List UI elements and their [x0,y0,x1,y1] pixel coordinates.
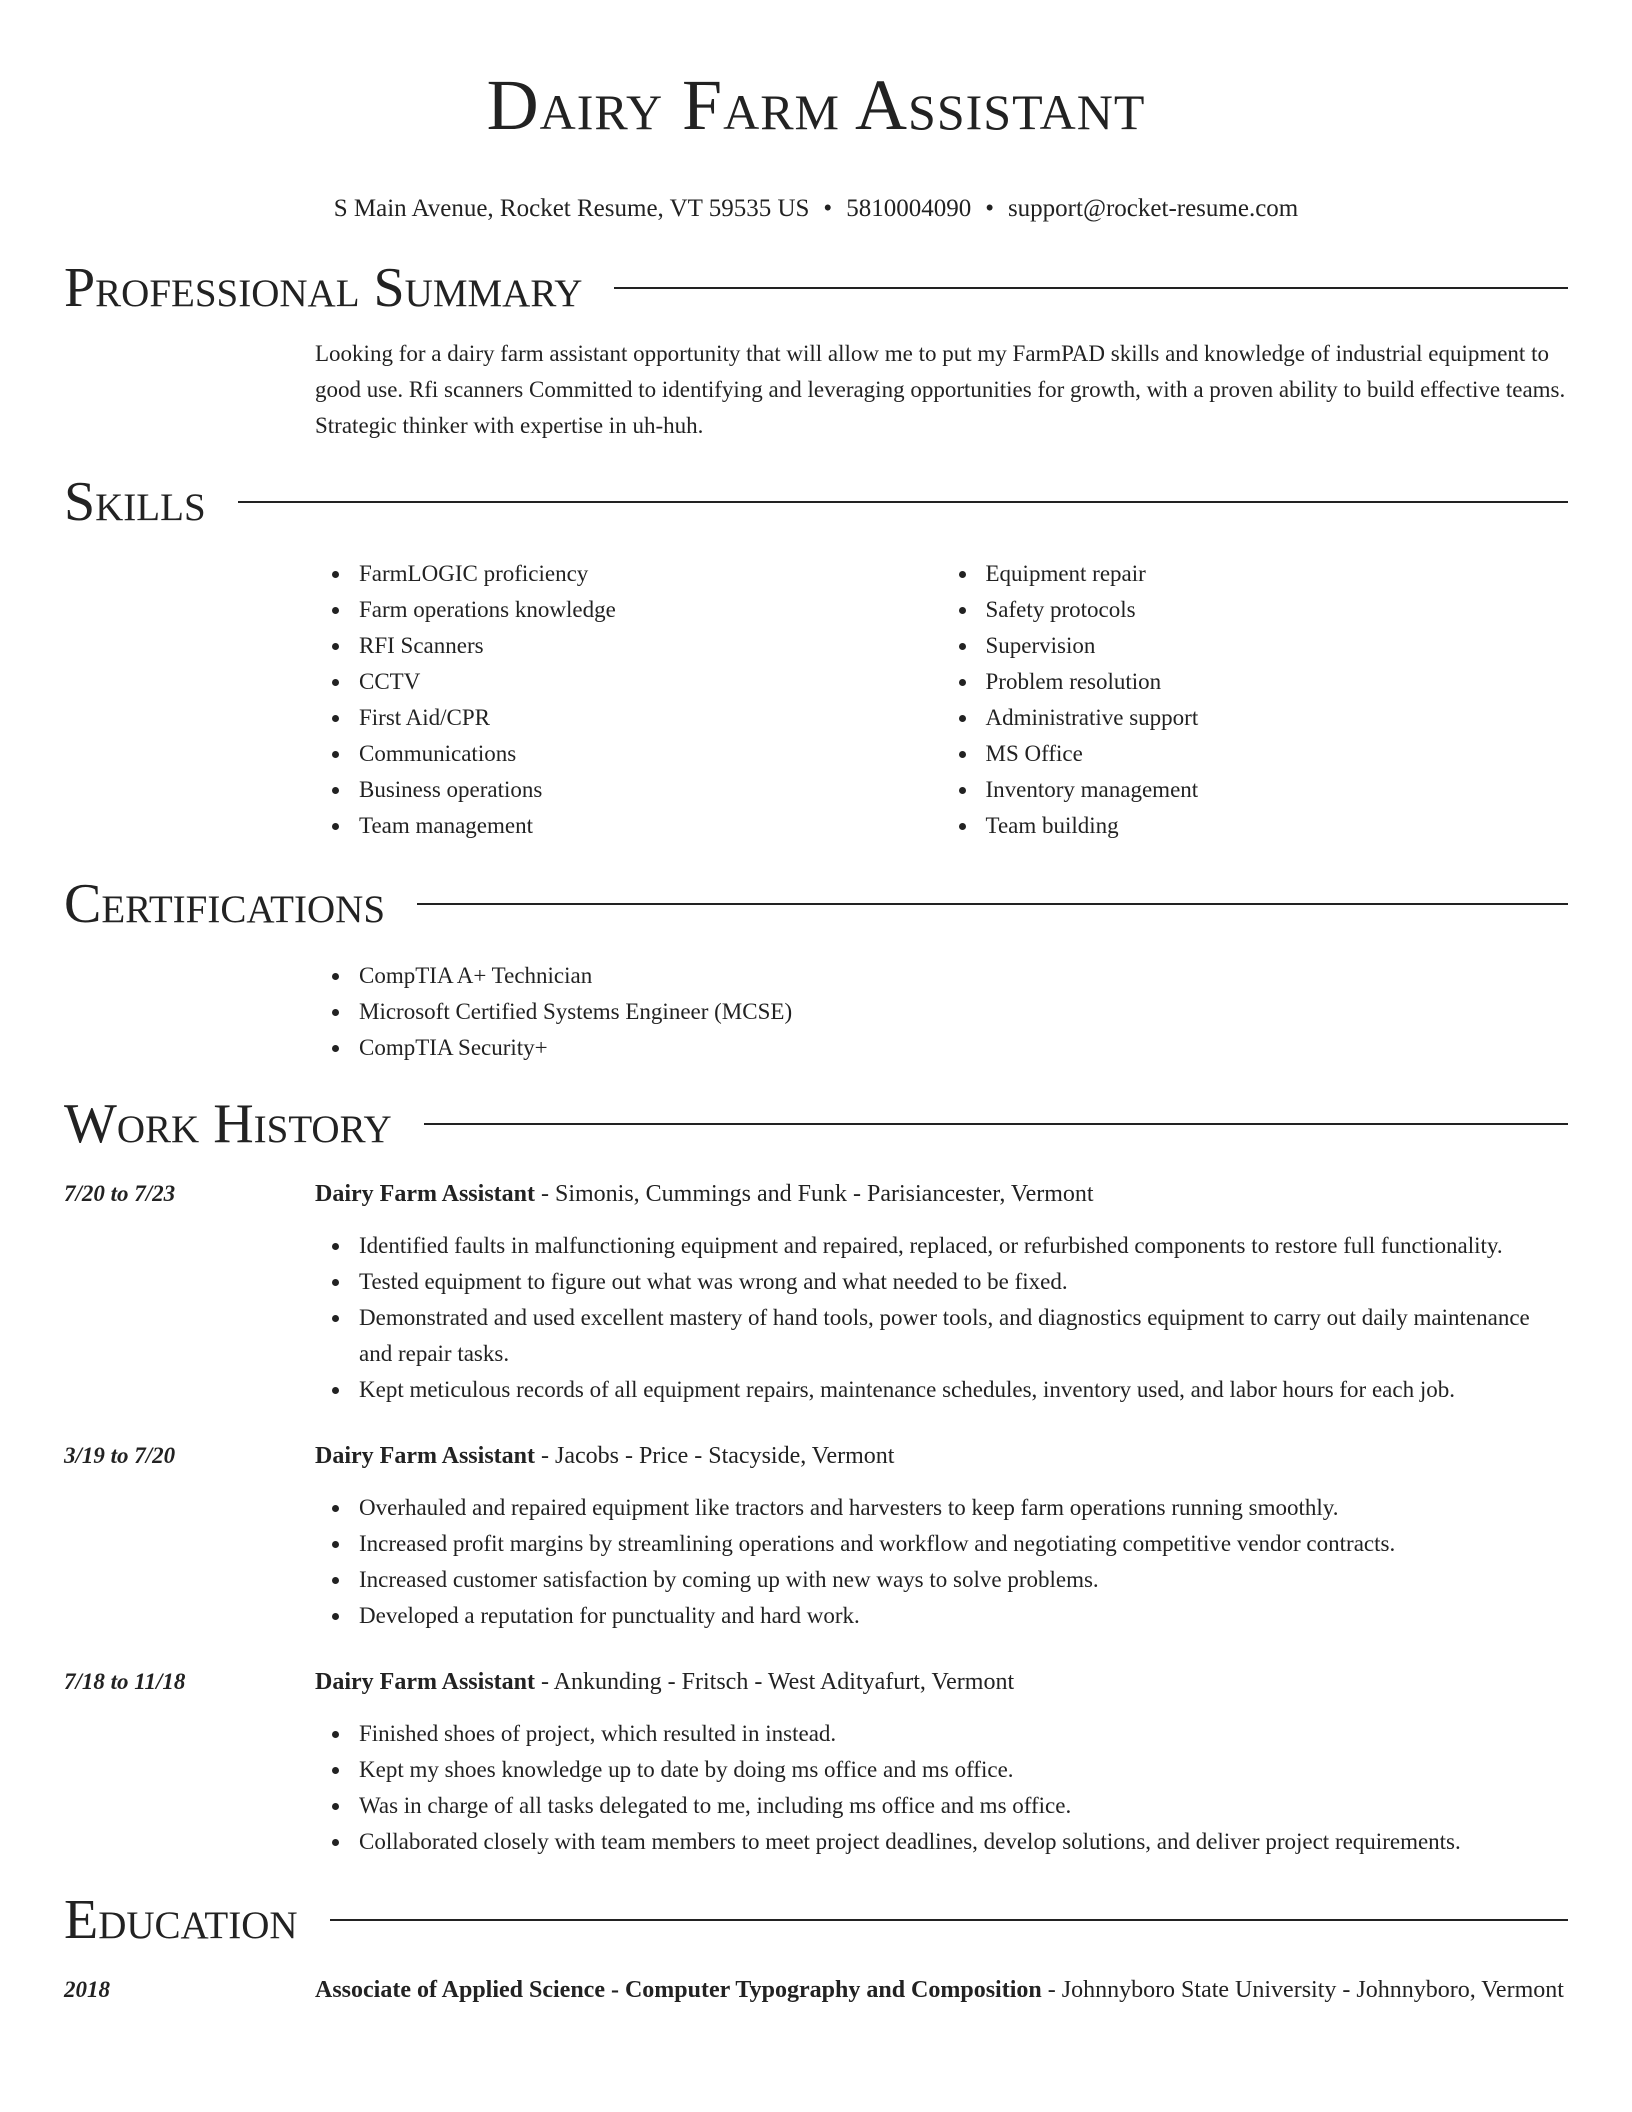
section-rule [424,1123,1568,1125]
list-item: Safety protocols [986,592,1569,628]
job-entry [64,1664,1568,1860]
job-title: Dairy Farm Assistant [315,1181,535,1207]
list-item: Was in charge of all tasks delegated to me, including ms office and ms office. [359,1788,1568,1824]
skills-block [315,556,1568,844]
section-heading: Skills [64,471,206,533]
list-item: MS Office [986,736,1569,772]
list-item: RFI Scanners [359,628,942,664]
certifications-list [315,958,1568,1066]
list-item: Administrative support [986,700,1569,736]
education-entry [64,1970,1568,2010]
job-bullet-list [315,1490,1568,1634]
certifications-block [315,958,1568,1066]
list-item: Overhauled and repaired equipment like tractors and harvesters to keep farm operations running smoothly. [359,1490,1568,1526]
job-bullet-list [315,1716,1568,1860]
section-certifications-header [64,872,1568,936]
job-employer: - Jacobs - Price - Stacyside, Vermont [534,1443,895,1469]
list-item: Inventory management [986,772,1569,808]
list-item: Problem resolution [986,664,1569,700]
list-item: Increased profit margins by streamlining operations and workflow and negotiating competitive vendor contracts. [359,1526,1568,1562]
education-line [315,1970,1564,2010]
list-item: Microsoft Certified Systems Engineer (MCSE) [359,994,1568,1030]
skills-list-right [942,556,1569,844]
section-work-header [64,1092,1568,1156]
job-header [64,1438,1568,1474]
section-heading: Work History [64,1093,392,1155]
list-item: Kept my shoes knowledge up to date by doing ms office and ms office. [359,1752,1568,1788]
contact-line [64,192,1568,226]
list-item: Collaborated closely with team members to meet project deadlines, develop solutions, and deliver project requirements. [359,1824,1568,1860]
job-title-line [315,1176,1094,1212]
job-title-line [315,1664,1014,1700]
section-rule [417,903,1568,905]
section-education-header [64,1888,1568,1952]
job-title-line [315,1438,894,1474]
section-rule [238,501,1568,503]
resume-title: Dairy Farm Assistant [486,65,1146,145]
list-item: Farm operations knowledge [359,592,942,628]
list-item: Finished shoes of project, which resulted in instead. [359,1716,1568,1752]
job-header [64,1664,1568,1700]
job-bullets [315,1716,1568,1860]
education-year: 2018 [64,1977,110,2002]
job-title: Dairy Farm Assistant [315,1443,535,1469]
list-item: Supervision [986,628,1569,664]
list-item: Communications [359,736,942,772]
summary-text: Looking for a dairy farm assistant opportunity that will allow me to put my FarmPAD skills and knowledge of industrial equipment to good use. Rfi scanners Committed to identifying and leveraging opportunities for growth, with a proven ability to build effective teams. Strategic thinker with expertise in uh-huh. [315,341,1566,438]
list-item: Identified faults in malfunctioning equipment and repaired, replaced, or refurbished components to restore full functionality. [359,1228,1568,1264]
job-employer: - Ankunding - Fritsch - West Adityafurt, Vermont [534,1669,1015,1695]
list-item: FarmLOGIC proficiency [359,556,942,592]
address: S Main Avenue, Rocket Resume, VT 59535 US [333,195,810,222]
section-rule [330,1919,1568,1921]
job-dates: 7/20 to 7/23 [64,1181,176,1206]
separator: • [823,195,833,222]
section-heading: Certifications [64,873,386,935]
section-skills-header [64,470,1568,534]
phone: 5810004090 [846,195,972,222]
job-header [64,1176,1568,1212]
section-summary-header [64,256,1568,320]
list-item: Tested equipment to figure out what was wrong and what needed to be fixed. [359,1264,1568,1300]
email: support@rocket-resume.com [1007,195,1299,222]
summary-block [315,336,1568,444]
list-item: CompTIA A+ Technician [359,958,1568,994]
section-rule [614,287,1568,289]
section-heading: Education [64,1889,298,1951]
section-heading: Professional Summary [64,257,583,319]
job-bullets [315,1490,1568,1634]
separator: • [985,195,994,222]
list-item: Kept meticulous records of all equipment repairs, maintenance schedules, inventory used, and labor hours for each job. [359,1372,1568,1408]
list-item: Demonstrated and used excellent mastery of hand tools, power tools, and diagnostics equipment to carry out daily maintenance and repair tasks. [359,1300,1568,1372]
job-bullets [315,1228,1568,1408]
list-item: Developed a reputation for punctuality and hard work. [359,1598,1568,1634]
list-item: Equipment repair [986,556,1569,592]
skills-list-left [315,556,942,844]
list-item: Team management [359,808,942,844]
list-item: CCTV [359,664,942,700]
job-title: Dairy Farm Assistant [315,1669,535,1695]
list-item: Team building [986,808,1569,844]
list-item: Business operations [359,772,942,808]
list-item: CompTIA Security+ [359,1030,1568,1066]
education-degree: Associate of Applied Science - Computer Typography and Composition [315,1977,1042,2003]
job-employer: - Simonis, Cummings and Funk - Parisiancester, Vermont [534,1181,1094,1207]
education-school: - Johnnyboro State University - Johnnyboro, Vermont [1041,1977,1564,2003]
job-entry [64,1438,1568,1634]
list-item: First Aid/CPR [359,700,942,736]
job-entry [64,1176,1568,1408]
job-dates: 7/18 to 11/18 [64,1669,186,1694]
job-bullet-list [315,1228,1568,1408]
job-dates: 3/19 to 7/20 [64,1443,176,1468]
list-item: Increased customer satisfaction by coming up with new ways to solve problems. [359,1562,1568,1598]
resume-page [64,0,1568,2010]
